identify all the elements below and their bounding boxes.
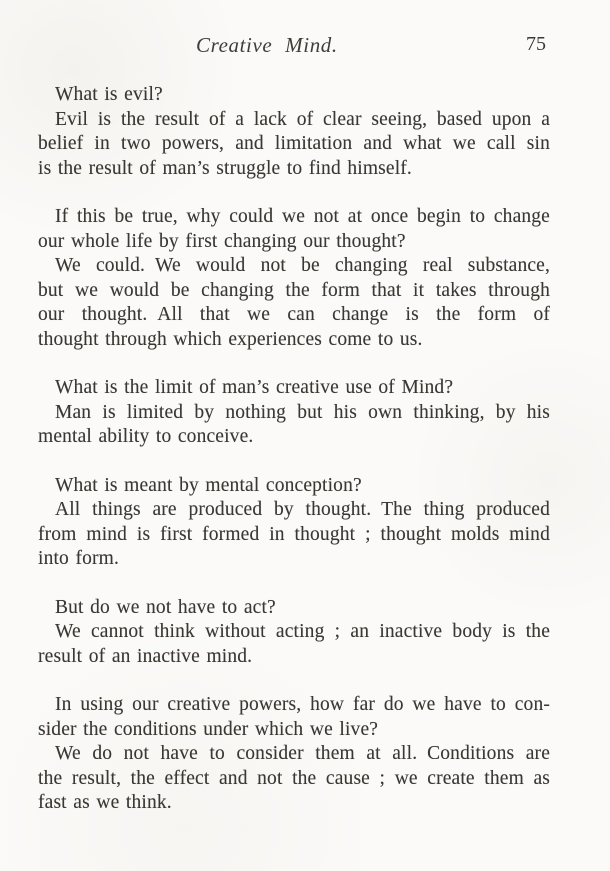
qa-group [38, 474, 550, 572]
text-line: What is evil? [55, 84, 163, 105]
page-number: 75 [526, 33, 546, 55]
running-head [38, 33, 550, 59]
qa-group [38, 693, 550, 816]
book-page [38, 0, 550, 840]
qa-group [38, 376, 550, 450]
text-line: belief in two powers, and limitation and what we call sin [38, 133, 550, 154]
question-paragraph [38, 83, 550, 108]
text-line: Evil is the result of a lack of clear seeing, based upon a [55, 108, 550, 130]
answer-paragraph [38, 108, 550, 182]
answer-paragraph [38, 742, 550, 816]
page-title: Creative Mind. [196, 33, 338, 57]
question-paragraph [38, 693, 550, 742]
text-line: sider the conditions under which we live? [38, 718, 379, 740]
question-paragraph [38, 205, 550, 254]
qa-group [38, 205, 550, 352]
text-line: from mind is first formed in thought ; thought molds mind [38, 523, 550, 545]
text-line: mental ability to conceive. [38, 426, 254, 447]
text-line: What is meant by mental conception? [55, 474, 362, 496]
text-line: In using our creative powers, how far do we have to con- [55, 694, 550, 715]
text-line: If this be true, why could we not at once begin to change [55, 206, 550, 227]
question-paragraph [38, 474, 550, 499]
text-line: the result, the effect and not the cause ; we create them as [38, 767, 550, 789]
qa-group [38, 596, 550, 670]
answer-paragraph [38, 401, 550, 450]
text-line: our thought. All that we can change is the form of [38, 304, 550, 325]
text-line: is the result of man’s struggle to find himself. [38, 157, 412, 179]
text-line: Man is limited by nothing but his own thinking, by his [55, 401, 550, 423]
answer-paragraph [38, 620, 550, 669]
text-line: What is the limit of man’s creative use of Mind? [55, 377, 454, 398]
text-line: But do we not have to act? [55, 596, 276, 618]
text-line: fast as we think. [38, 792, 172, 813]
text-line: We do not have to consider them at all. Conditions are [55, 743, 550, 764]
text-line: result of an inactive mind. [38, 645, 253, 667]
text-line: but we would be changing the form that it takes through [38, 279, 550, 301]
question-paragraph [38, 376, 550, 401]
text-line: thought through which experiences come to us. [38, 328, 423, 350]
text-line: All things are produced by thought. The thing produced [55, 499, 550, 520]
text-line: We could. We would not be changing real substance, [55, 255, 550, 276]
question-paragraph [38, 596, 550, 621]
qa-group [38, 83, 550, 181]
text-line: our whole life by first changing our thought? [38, 230, 406, 252]
answer-paragraph [38, 498, 550, 572]
text-line: into form. [38, 548, 119, 569]
answer-paragraph [38, 254, 550, 352]
page-body [38, 83, 550, 816]
text-line: We cannot think without acting ; an inactive body is the [55, 621, 550, 642]
